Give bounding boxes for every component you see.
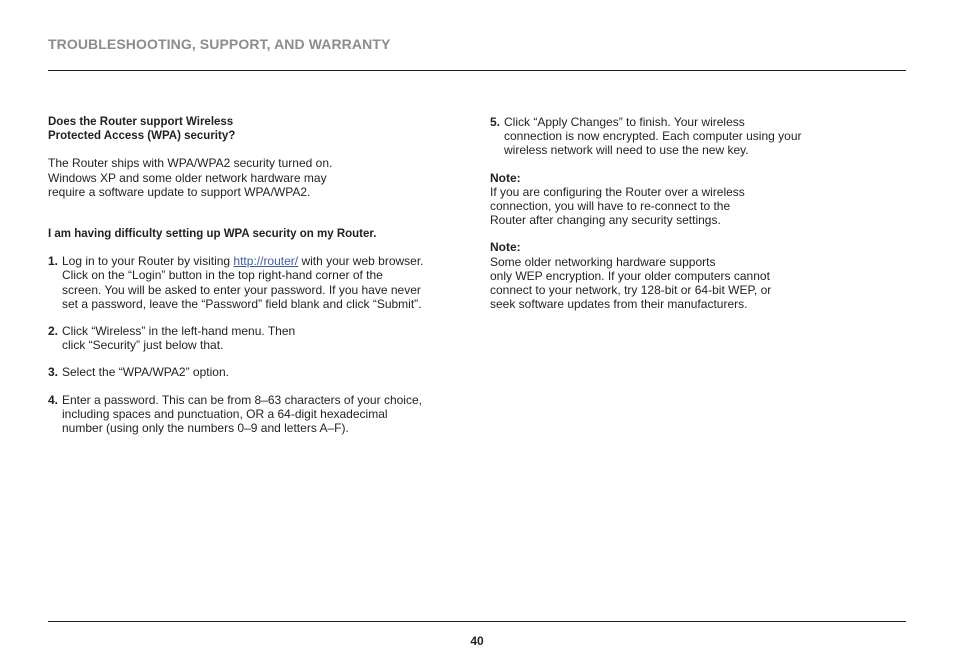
step-number: 5.: [490, 115, 501, 129]
footer-divider: [48, 621, 906, 622]
question-wpa-support: Does the Router support Wireless Protected Access (WPA) security?: [48, 116, 236, 143]
step-2: 2. Click “Wireless” in the left-hand menu. Then click “Security” just below that.: [48, 324, 296, 353]
answer-wpa-support: The Router ships with WPA/WPA2 security turned on. Windows XP and some older network hardware may require a software update to support WPA/WPA2.: [48, 156, 333, 199]
step-number: 3.: [48, 365, 59, 380]
router-login-link[interactable]: http://router/: [233, 254, 299, 269]
left-column: [48, 115, 468, 435]
step-4: 4. Enter a password. This can be from 8–63 characters of your choice, including spaces and punctuation, OR a 64-digit hexadecimal number (using only the numbers 0–9 and letters A–F).: [48, 392, 422, 436]
note-label: Note:: [490, 240, 521, 255]
right-column: [490, 115, 860, 311]
step-1: 1. Log in to your Router by visiting http://router/ with your web browser. Click on the “Login” button in the top right-hand corner of the screen. You will be asked to enter your password. If you have never set a password, leave the “Password” field blank and click “Submit”.: [48, 254, 424, 311]
note-label: Note:: [490, 170, 521, 185]
section-title: TROUBLESHOOTING, SUPPORT, AND WARRANTY: [48, 36, 391, 52]
note-wireless-reconnect: Note: If you are configuring the Router over a wireless connection, you will have to re-connect to the Router after changing any security settings.: [490, 171, 860, 228]
page-number: 40: [470, 634, 484, 648]
step-number: 1.: [48, 254, 59, 269]
question-wpa-difficulty: I am having difficulty setting up WPA security on my Router.: [48, 228, 377, 241]
step-5: 5. Click “Apply Changes” to finish. Your wireless connection is now encrypted. Each computer using your wireless network will need to use the new key.: [490, 115, 802, 158]
step-number: 2.: [48, 324, 59, 339]
header-divider: [48, 70, 906, 71]
step-3: 3. Select the “WPA/WPA2” option.: [48, 365, 229, 380]
step-number: 4.: [48, 392, 59, 407]
note-wep-only: Note: Some older networking hardware supports only WEP encryption. If your older computers cannot connect to your network, try 128-bit or 64-bit WEP, or seek software updates from their manufacturers.: [490, 240, 860, 311]
